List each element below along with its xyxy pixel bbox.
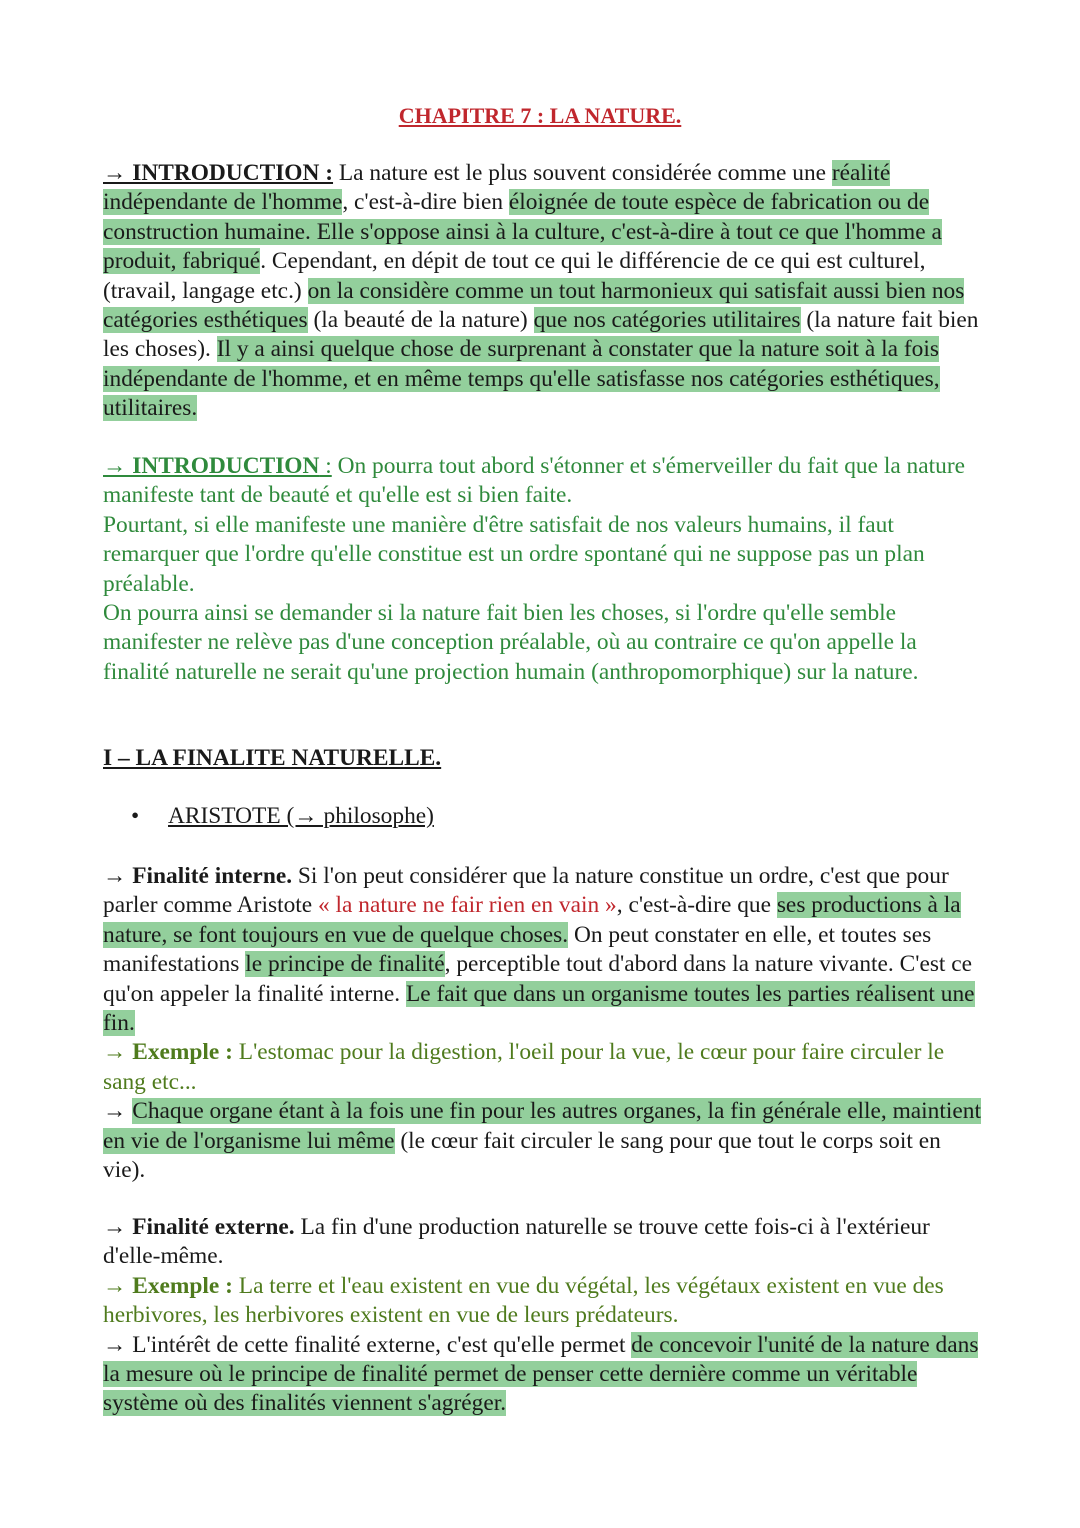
interne-text: Si l'on peut considérer que la nature constitue un ordre, c'est que pour parler comme Aristote xyxy=(103,863,949,919)
finalite-externe-label: Finalité externe. xyxy=(132,1214,295,1240)
externe-example xyxy=(103,1273,944,1328)
interne-text: On peut constater en elle, et toutes ses manifestations xyxy=(103,921,932,978)
finalite-interne-paragraph xyxy=(103,862,983,1185)
intro-text: (la beauté de la nature) xyxy=(307,307,534,334)
interne-example xyxy=(103,1039,944,1094)
intro-text: La nature est le plus souvent considérée comme une xyxy=(333,160,832,186)
arrow: → xyxy=(103,1098,133,1125)
finalite-externe-paragraph xyxy=(103,1213,983,1419)
intro2-text-2: Pourtant, si elle manifeste une manière d'être satisfait de nos valeurs humains, il faut remarquer que l'ordre qu'elle constitue est un ordre spontané qui ne suppose pas un plan préalable. xyxy=(103,511,925,597)
interne-text: , perceptible tout d'abord dans la nature vivante. C'est ce qu'on appeler la finalité interne. xyxy=(103,951,973,1007)
bullet-text: ARISTOTE (→ philosophe) xyxy=(168,803,434,829)
intro-label: → INTRODUCTION : xyxy=(103,160,334,186)
externe-text: → L'intérêt de cette finalité externe, c'est qu'elle permet xyxy=(103,1331,632,1358)
interne-highlight: Chaque organe étant à la fois une fin pour les autres organes, la fin générale elle, maintient en vie de l'organisme lui même xyxy=(103,1098,981,1154)
bullet-item xyxy=(131,802,434,831)
intro-highlight: éloignée de toute espèce de fabrication ou de construction humaine. Elle s'oppose ainsi à la culture, c'est-à-dire à tout ce que l'homme a produit, fabriqué xyxy=(103,189,942,275)
interne-text: (le cœur fait circuler le sang pour que tout le corps soit en vie). xyxy=(103,1127,941,1184)
example-label: → Exemple : xyxy=(103,1039,233,1066)
intro-text: (la nature fait bien les choses). xyxy=(103,307,979,363)
externe-text: La fin d'une production naturelle se trouve cette fois-ci à l'extérieur d'elle-même. xyxy=(103,1214,930,1270)
intro-highlight: Il y a ainsi quelque chose de surprenant à constater que la nature soit à la fois indépendante de l'homme, et en même temps qu'elle satisfasse nos catégories esthétiques, utilitaires. xyxy=(103,336,940,422)
intro2-text-1: On pourra tout abord s'étonner et s'émerveiller du fait que la nature manifeste tant de beauté et qu'elle est si bien faite. xyxy=(103,453,965,509)
intro-text: , c'est-à-dire bien xyxy=(342,189,509,216)
intro-text: . Cependant, en dépit de tout ce qui le différencie de ce qui est culturel, (travail, langage etc.) xyxy=(103,248,926,304)
example-label: → Exemple : xyxy=(103,1272,233,1299)
arrow: → xyxy=(103,1214,133,1240)
intro-paragraph xyxy=(103,159,983,424)
chapter-title: CHAPITRE 7 : LA NATURE. xyxy=(398,103,682,128)
bullet-dot: • xyxy=(131,803,140,829)
interne-highlight: le principe de finalité xyxy=(245,951,445,978)
intro-highlight: on la considère comme un tout harmonieux qui satisfait aussi bien nos catégories esthétiques xyxy=(103,277,965,334)
intro2-paragraph xyxy=(103,452,983,687)
externe-highlight: de concevoir l'unité de la nature dans la mesure où le principe de finalité permet de penser cette dernière comme un véritable système où des finalités viennent s'agréger. xyxy=(103,1331,979,1417)
intro-highlight: réalité indépendante de l'homme xyxy=(103,160,891,216)
interne-highlight: Le fait que dans un organisme toutes les parties réalisent une fin. xyxy=(103,980,975,1037)
finalite-interne-label: Finalité interne. xyxy=(132,863,293,889)
example-text: L'estomac pour la digestion, l'oeil pour la vue, le cœur pour faire circuler le sang etc... xyxy=(103,1039,945,1095)
intro2-label: → INTRODUCTION xyxy=(103,453,320,479)
intro-highlight: que nos catégories utilitaires xyxy=(533,307,801,334)
example-text: La terre et l'eau existent en vue du végétal, les végétaux existent en vue des herbivores, les herbivores existent en vue de leurs prédateurs. xyxy=(103,1272,944,1329)
arrow: → xyxy=(103,863,133,889)
interne-text: , c'est-à-dire que xyxy=(616,892,777,919)
section-heading: I – LA FINALITE NATURELLE. xyxy=(103,745,442,771)
intro2-text-3: On pourra ainsi se demander si la nature fait bien les choses, si l'ordre qu'elle semble manifester ne relève pas d'une conception préalable, où au contraire ce qu'on appelle la finalité naturelle ne serait qu'une projection humain (anthropomorphique) sur la nature. xyxy=(103,600,919,685)
interne-highlight: ses productions à la nature, se font toujours en vue de quelque choses. xyxy=(103,892,961,948)
aristote-quote: « la nature ne fair rien en vain » xyxy=(318,892,617,919)
intro2-colon: : xyxy=(319,453,332,479)
